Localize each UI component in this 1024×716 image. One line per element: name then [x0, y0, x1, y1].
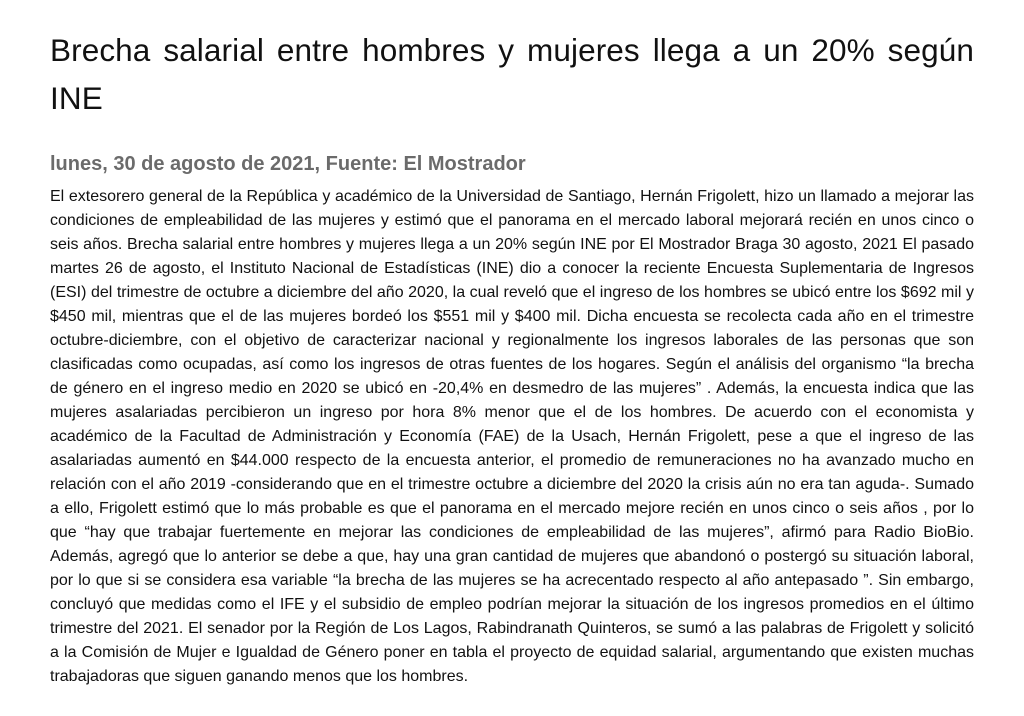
article-title: Brecha salarial entre hombres y mujeres llega a un 20% según INE [50, 32, 974, 116]
article [50, 0, 974, 689]
article-date-source: lunes, 30 de agosto de 2021, Fuente: El Mostrador [50, 153, 526, 175]
article-body: El extesorero general de la República y académico de la Universidad de Santiago, Hernán Frigolett, hizo un llamado a mejorar las condiciones de empleabilidad de las mujeres y estimó que el panorama en el mercado laboral mejorará recién en unos cinco o seis años. Brecha salarial entre hombres y mujeres llega a un 20% según INE por El Mostrador Braga 30 agosto, 2021 El pasado martes 26 de agosto, el Instituto Nacional de Estadísticas (INE) dio a conocer la reciente Encuesta Suplementaria de Ingresos (ESI) del trimestre de octubre a diciembre del año 2020, la cual reveló que el ingreso de los hombres se ubicó entre los $692 mil y $450 mil, mientras que el de las mujeres bordeó los $551 mil y $400 mil. Dicha encuesta se recolecta cada año en el trimestre octubre-diciembre, con el objetivo de caracterizar nacional y regionalmente los ingresos laborales de las personas que son clasificadas como ocupadas, así como los ingresos de otras fuentes de los hogares. Según el análisis del organismo “la brecha de género en el ingreso medio en 2020 se ubicó en -20,4% en desmedro de las mujeres” . Además, la encuesta indica que las mujeres asalariadas percibieron un ingreso por hora 8% menor que el de los hombres. De acuerdo con el economista y académico de la Facultad de Administración y Economía (FAE) de la Usach, Hernán Frigolett, pese a que el ingreso de las asalariadas aumentó en $44.000 respecto de la encuesta anterior, el promedio de remuneraciones no ha avanzado mucho en relación con el año 2019 -considerando que en el trimestre octubre a diciembre del 2020 la crisis aún no era tan aguda-. Sumado a ello, Frigolett estimó que lo más probable es que el panorama en el mercado mejore recién en unos cinco o seis años , por lo que “hay que trabajar fuertemente en mejorar las condiciones de empleabilidad de las mujeres”, afirmó para Radio BioBio. Además, agregó que lo anterior se debe a que, hay una gran cantidad de mujeres que abandonó o postergó su situación laboral, por lo que si se considera esa variable “la brecha de las mujeres se ha acrecentado respecto al año antepasado ”. Sin embargo, concluyó que medidas como el IFE y el subsidio de empleo podrían mejorar la situación de los ingresos promedios en el último trimestre del 2021. El senador por la Región de Los Lagos, Rabindranath Quinteros, se sumó a las palabras de Frigolett y solicitó a la Comisión de Mujer e Igualdad de Género poner en tabla el proyecto de equidad salarial, argumentando que existen muchas trabajadoras que siguen ganando menos que los hombres. [50, 188, 974, 685]
